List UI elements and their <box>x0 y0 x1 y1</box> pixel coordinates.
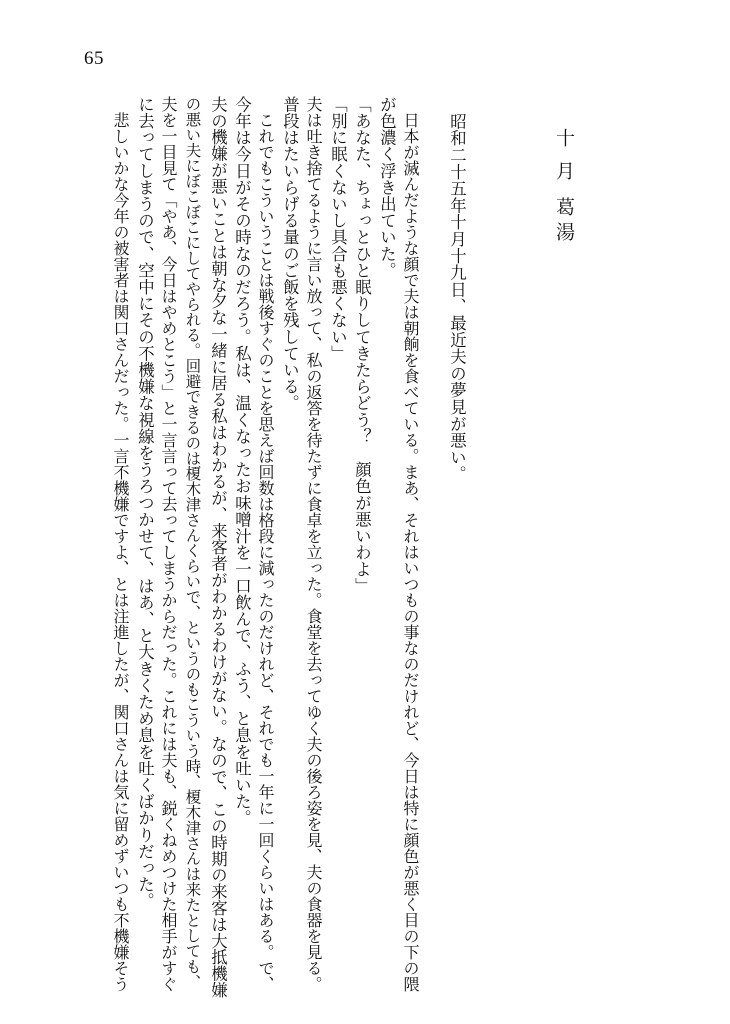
text-line: 夫の機嫌が悪いことは朝な夕な一緒に居る私はわかるが、来客者がわかるわけがない。なので、この時期の来客は大抵機嫌 <box>208 96 228 998</box>
page-number: 65 <box>84 48 104 69</box>
text-line: の悪い夫にぼこぼこにしてやられる。回避できるのは榎木津さんくらいで、というのもこういう時、榎木津さんは来たとしても、 <box>183 96 202 990</box>
text-line: 悲しいかな今年の被害者は関口さんだった。一言不機嫌ですよ、とは注進したが、関口さんは気に留めずいつも不機嫌そう <box>111 112 130 992</box>
text-line: 「別に眠くないし具合も悪くない」 <box>328 96 348 362</box>
title-author: 葛湯 <box>553 197 575 247</box>
text-line: 普段はたいらげる量のご飯を残している。 <box>280 96 300 412</box>
text-line: が色濃く浮き出ていた。 <box>377 96 397 279</box>
text-line: 夫は吐き捨てるように言い放って、私の返答を待たずに食卓を立った。食堂を去ってゆく夫の後ろ姿を見、夫の食器を見る。 <box>304 96 323 992</box>
text-line: 昭和二十五年十月十九日、最近夫の夢見が悪い。 <box>447 113 467 483</box>
text-line: 今年は今日がその時なのだろう。私は、温くなったお味噌汁を一口飲んで、ふう、と息を吐いた。 <box>232 96 252 827</box>
title-month: 十月 <box>553 128 575 194</box>
text-line: 日本が滅んだような顔で夫は朝餉を食べている。まあ、それはいつもの事なのだけれど、今日は特に顔色が悪く目の下の隈 <box>401 112 420 992</box>
text-line: 夫を一目見て「やあ、今日はやめとこう」と一言言って去ってしまうからだった。これには夫も、鋭くねめつけた相手がすぐ <box>159 96 178 992</box>
text-line: 「あなた、ちょっとひと眠りしてきたらどう？ 顔色が悪いわよ」 <box>352 96 372 594</box>
text-line: これでもこういうことは戦後すぐのことを思えば回数は格段に減ったのだけれど、それでも一年に一回くらいはある。で、 <box>256 112 275 992</box>
text-line: に去ってしまうので、空中にその不機嫌な視線をうろつかせて、はあ、と大きくため息を吐くばかりだった。 <box>135 96 155 910</box>
